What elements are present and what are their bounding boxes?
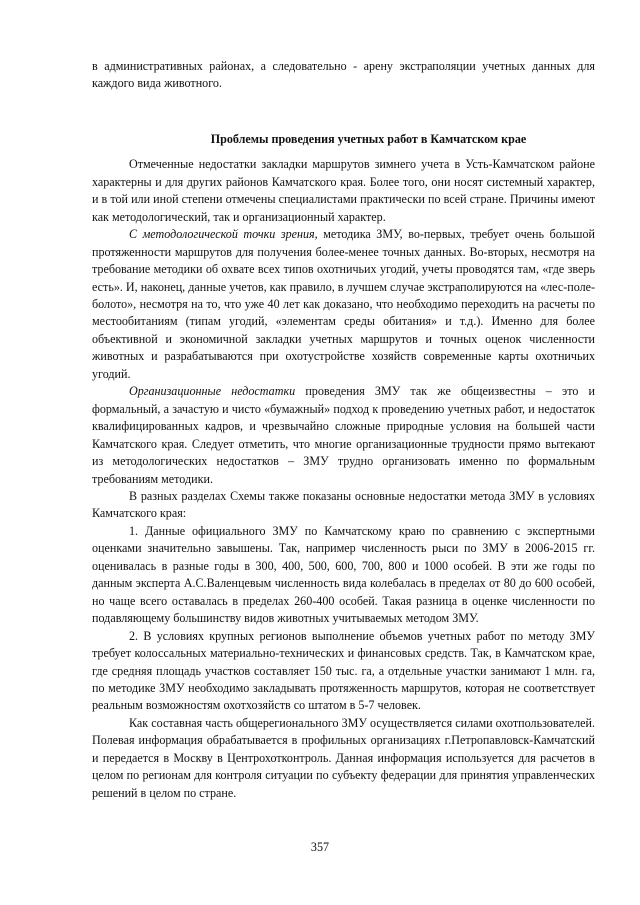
paragraph-system-problems: Отмеченные недостатки закладки маршрутов зимнего учета в Усть-Камчатском районе характерны и для других районов Камчатского края. Более того, они носят системный характер, и в той или иной степени отмечены специалистами практически по всей стране. Причины имеют как методологический, так и организационный характер. xyxy=(92,157,595,224)
paragraph-regional-zmu: Как составная часть общерегионального ЗМУ осуществляется силами охотпользователей. Полевая информация обрабатывается в профильных организациях г.Петропавловск-Камчатский и передается в Москву в Центрохотконтроль. Данная информация используется для расчетов в целом по регионам для контроля ситуации по субъекту федерации для принятия управленческих решений в целом по стране. xyxy=(92,715,595,800)
page-number: 357 xyxy=(310,840,330,854)
organizational-text: проведения ЗМУ так же общеизвестны – это и формальный, а зачастую и чисто «бумажный» подход к проведению учетных работ, и недостаток квалифицированных кадров, и чрезвычайно сложные природные условия на большей части Камчатского края. Следует отметить, что многие организационные трудности прямо вытекают из методологических недостатков – ЗМУ трудно организовать именно по формальным требованиям методики. xyxy=(92,384,595,486)
methodology-lead-phrase: С методологической точки зрения xyxy=(129,227,315,242)
paragraph-point-1: 1. Данные официального ЗМУ по Камчатскому краю по сравнению с экспертными оценками значительно завышены. Так, например численность рыси по ЗМУ в 2006-2015 гг. оценивалась в разные годы в 300, 400, 500, 600, 700, 800 и 1000 особей. В эти же годы по данным эксперта А.С.Валенцевым численность вида колебалась в пределах от 80 до 600 особей, но чаще всего оставалась в пределах 260-400 особей. Такая разница в оценке численности по подавляющему большинству видов животных учитываемых методом ЗМУ. xyxy=(92,523,595,626)
paragraph-scheme-shortcomings: В разных разделах Схемы также показаны основные недостатки метода ЗМУ в условиях Камчатского края: xyxy=(92,488,595,521)
paragraph-point-2: 2. В условиях крупных регионов выполнение объемов учетных работ по методу ЗМУ требует колоссальных материально-технических и финансовых средств. Так, в Камчатском крае, где средняя площадь участков составляет 150 тыс. га, а отдельные участки занимают 1 млн. га, по методике ЗМУ необходимо закладывать протяженность маршрутов, которая не соответствует реальным возможностям охотхозяйств со штатом в 5-7 человек. xyxy=(92,628,595,713)
paragraph-methodology xyxy=(92,226,595,383)
paragraph-organizational xyxy=(92,383,595,488)
document-page xyxy=(92,58,595,802)
section-heading: Проблемы проведения учетных работ в Камчатском крае xyxy=(210,131,527,146)
methodology-text: , методика ЗМУ, во-первых, требует очень большой протяженности маршрутов для получения более-менее точных данных. Во-вторых, несмотря на требование методики об охвате всех типов охотничьих угодий, учеты проводятся там, «где зверь есть». И, наконец, данные учетов, как правило, в лучшем случае экстраполируются на «лес-поле-болото», несмотря на то, что уже 40 лет как доказано, что необходимо переходить на расчеты по местообитаниям (типам угодий, «элементам среды обитания» и т.д.). Именно для более объективной и экономичной закладки учетных маршрутов и точных оценок численности животных и разрабатываются при охотустройстве хозяйств современные карты охотничьих угодий. xyxy=(92,227,596,381)
intro-continuation-paragraph: в административных районах, а следовательно - арену экстраполяции учетных данных для каждого вида животного. xyxy=(92,59,595,91)
organizational-lead-phrase: Организационные недостатки xyxy=(129,384,296,399)
